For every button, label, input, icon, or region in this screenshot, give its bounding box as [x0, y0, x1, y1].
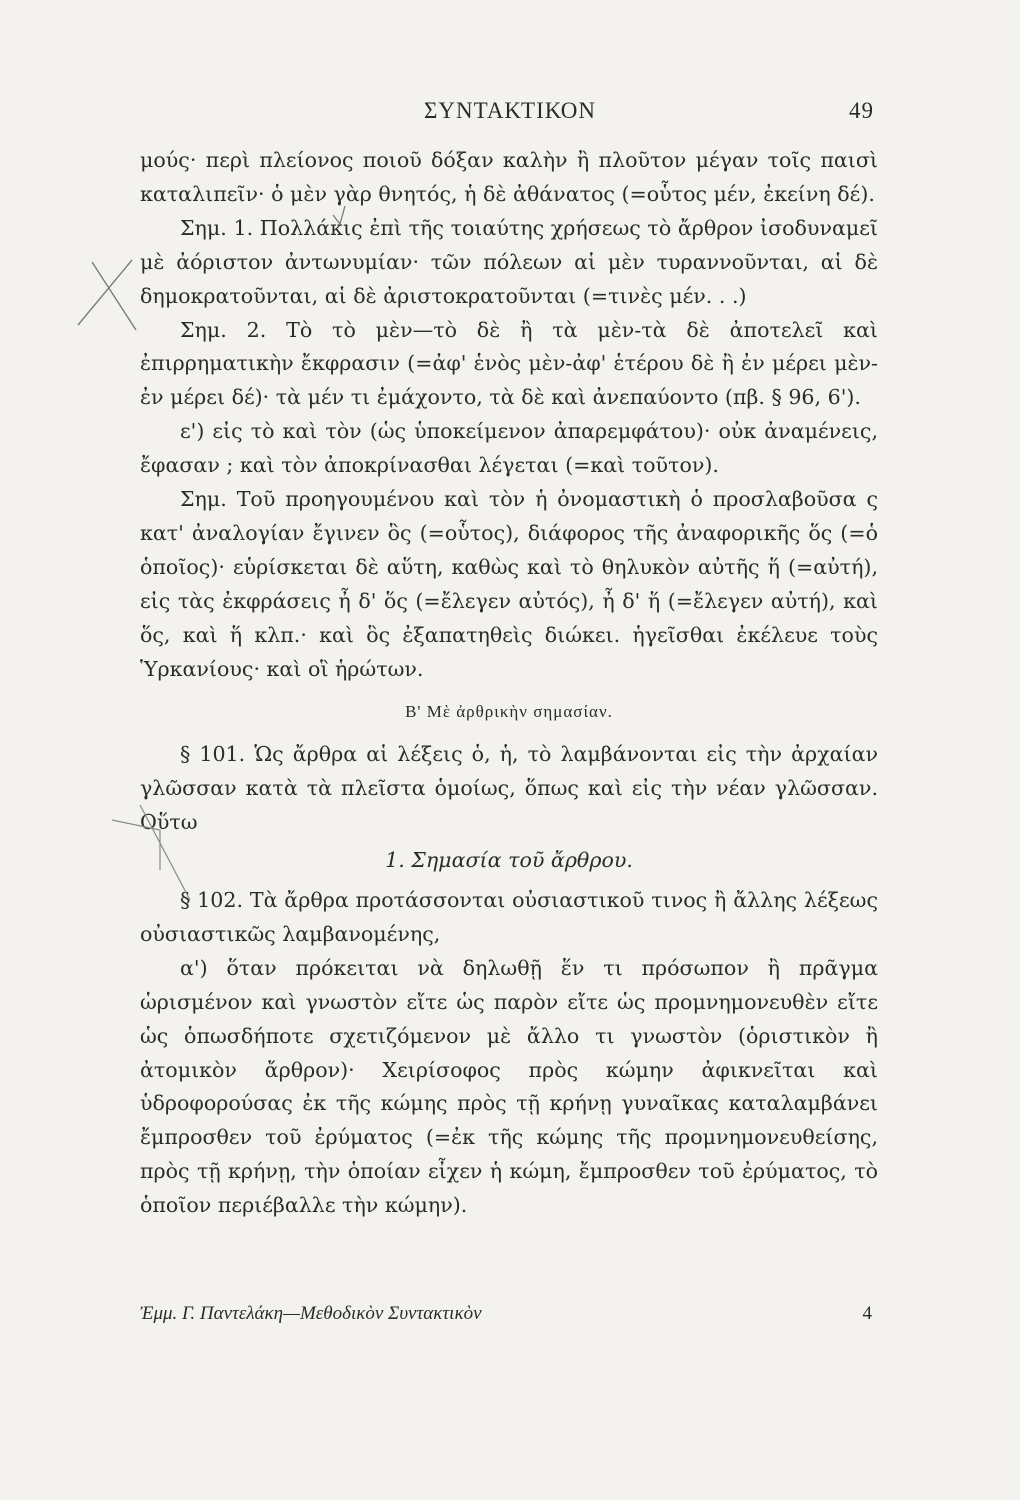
paragraph-101: § 101. Ὡς ἄρθρα αἱ λέξεις ὁ, ἡ, τὸ λαμβάνονται εἰς τὴν ἀρχαίαν γλῶσσαν κατὰ τὰ πλεῖστα ὁμοίως, ὅπως καὶ εἰς τὴν νέαν γλῶσσαν. Οὕτω: [140, 742, 878, 835]
footer-signature-mark: 4: [862, 1303, 872, 1324]
running-header: [140, 98, 880, 134]
page-number: 49: [849, 98, 874, 123]
paragraph-a: α') ὅταν πρόκειται νὰ δηλωθῇ ἕν τι πρόσωπον ἢ πρᾶγμα ὡρισμένον καὶ γνωστὸν εἴτε ὡς παρὸν εἴτε ὡς προμνημονευθὲν εἴτε ὡς ὁπωσδήποτε σχετιζόμενον μὲ ἄλλο τι γνωστὸν (ὁριστικὸν ἢ ἀτομικὸν ἄρθρον)· Χειρίσοφος πρὸς κώμην ἀφικνεῖται καὶ ὑδροφορούσας ἐκ τῆς κώμης πρὸς τῇ κρήνῃ γυναῖκας καταλαμβάνει ἔμπροσθεν τοῦ ἐρύματος (=ἐκ τῆς κώμης τῆς προμνημονευθείσης, πρὸς τῇ κρήνῃ, τὴν ὁποίαν εἶχεν ἡ κώμη, ἔμπροσθεν τοῦ ἐρύματος, τὸ ὁποῖον περιέβαλλε τὴν κώμην).: [140, 955, 878, 1218]
paragraph-e: ε') εἰς τὸ καὶ τὸν (ὡς ὑποκείμενον ἀπαρεμφάτου)· οὐκ ἀναμένεις, ἔφασαν ; καὶ τὸν ἀποκρίνασθαι λέγεται (=καὶ τοῦτον).: [140, 419, 878, 478]
subsection-heading: 1. Σημασία τοῦ ἄρθρου.: [385, 848, 633, 873]
note-2: Σημ. 2. Τὸ τὸ μὲν—τὸ δὲ ἢ τὰ μὲν-τὰ δὲ ἀποτελεῖ καὶ ἐπιρρηματικὴν ἔκφρασιν (=ἀφ' ἑνὸς μὲν-ἀφ' ἑτέρου δὲ ἢ ἐν μέρει μὲν-ἐν μέρει δέ)· τὰ μέν τι ἐμάχοντο, τὰ δὲ καὶ ἀνεπαύοντο (πβ. § 96, 6').: [140, 317, 878, 410]
body-text: [140, 144, 878, 1223]
note-3: Σημ. Τοῦ προηγουμένου καὶ τὸν ἡ ὀνομαστικὴ ὁ προσλαβοῦσα ς κατ' ἀναλογίαν ἔγινεν ὃς (=οὗτος), διάφορος τῆς ἀναφορικῆς ὅς (=ὁ ὁποῖος)· εὑρίσκεται δὲ αὕτη, καθὼς καὶ τὸ θηλυκὸν αὐτῆς ἥ (=αὐτή), εἰς τὰς ἐκφράσεις ἦ δ' ὅς (=ἔλεγεν αὐτός), ἦ δ' ἥ (=ἔλεγεν αὐτή), καὶ ὅς, καὶ ἥ κλπ.· καὶ ὃς ἐξαπατηθεὶς διώκει. ἡγεῖσθαι ἐκέλευε τοὺς Ὑρκανίους· καὶ οἳ ἡρώτων.: [140, 487, 878, 681]
paragraph-continuation: μούς· περὶ πλείονος ποιοῦ δόξαν καλὴν ἢ πλοῦτον μέγαν τοῖς παισὶ καταλιπεῖν· ὁ μὲν γὰρ θνητός, ἡ δὲ ἀθάνατος (=οὗτος μέν, ἐκείνη δέ).: [140, 148, 878, 206]
footer-citation: Ἐμμ. Γ. Παντελάκη—Μεθοδικὸν Συντακτικὸν: [140, 1303, 482, 1324]
pencil-cross-mark: [78, 260, 136, 330]
page-footer: [140, 1303, 882, 1333]
note-1: Σημ. 1. Πολλάκις ἐπὶ τῆς τοιαύτης χρήσεως τὸ ἄρθρον ἰσοδυναμεῖ μὲ ἀόριστον ἀντωνυμίαν· τῶν πόλεων αἱ μὲν τυραννοῦνται, αἱ δὲ δημοκρατοῦνται, αἱ δὲ ἀριστοκρατοῦνται (=τινὲς μέν. . .): [140, 215, 878, 308]
section-heading: Β' Μὲ ἀρθρικὴν σημασίαν.: [405, 701, 613, 721]
header-title: ΣΥΝΤΑΚΤΙΚΟΝ: [424, 98, 596, 123]
paragraph-102: § 102. Τὰ ἄρθρα προτάσσονται οὐσιαστικοῦ τινος ἢ ἄλλης λέξεως οὐσιαστικῶς λαμβανομένης,: [140, 888, 878, 946]
